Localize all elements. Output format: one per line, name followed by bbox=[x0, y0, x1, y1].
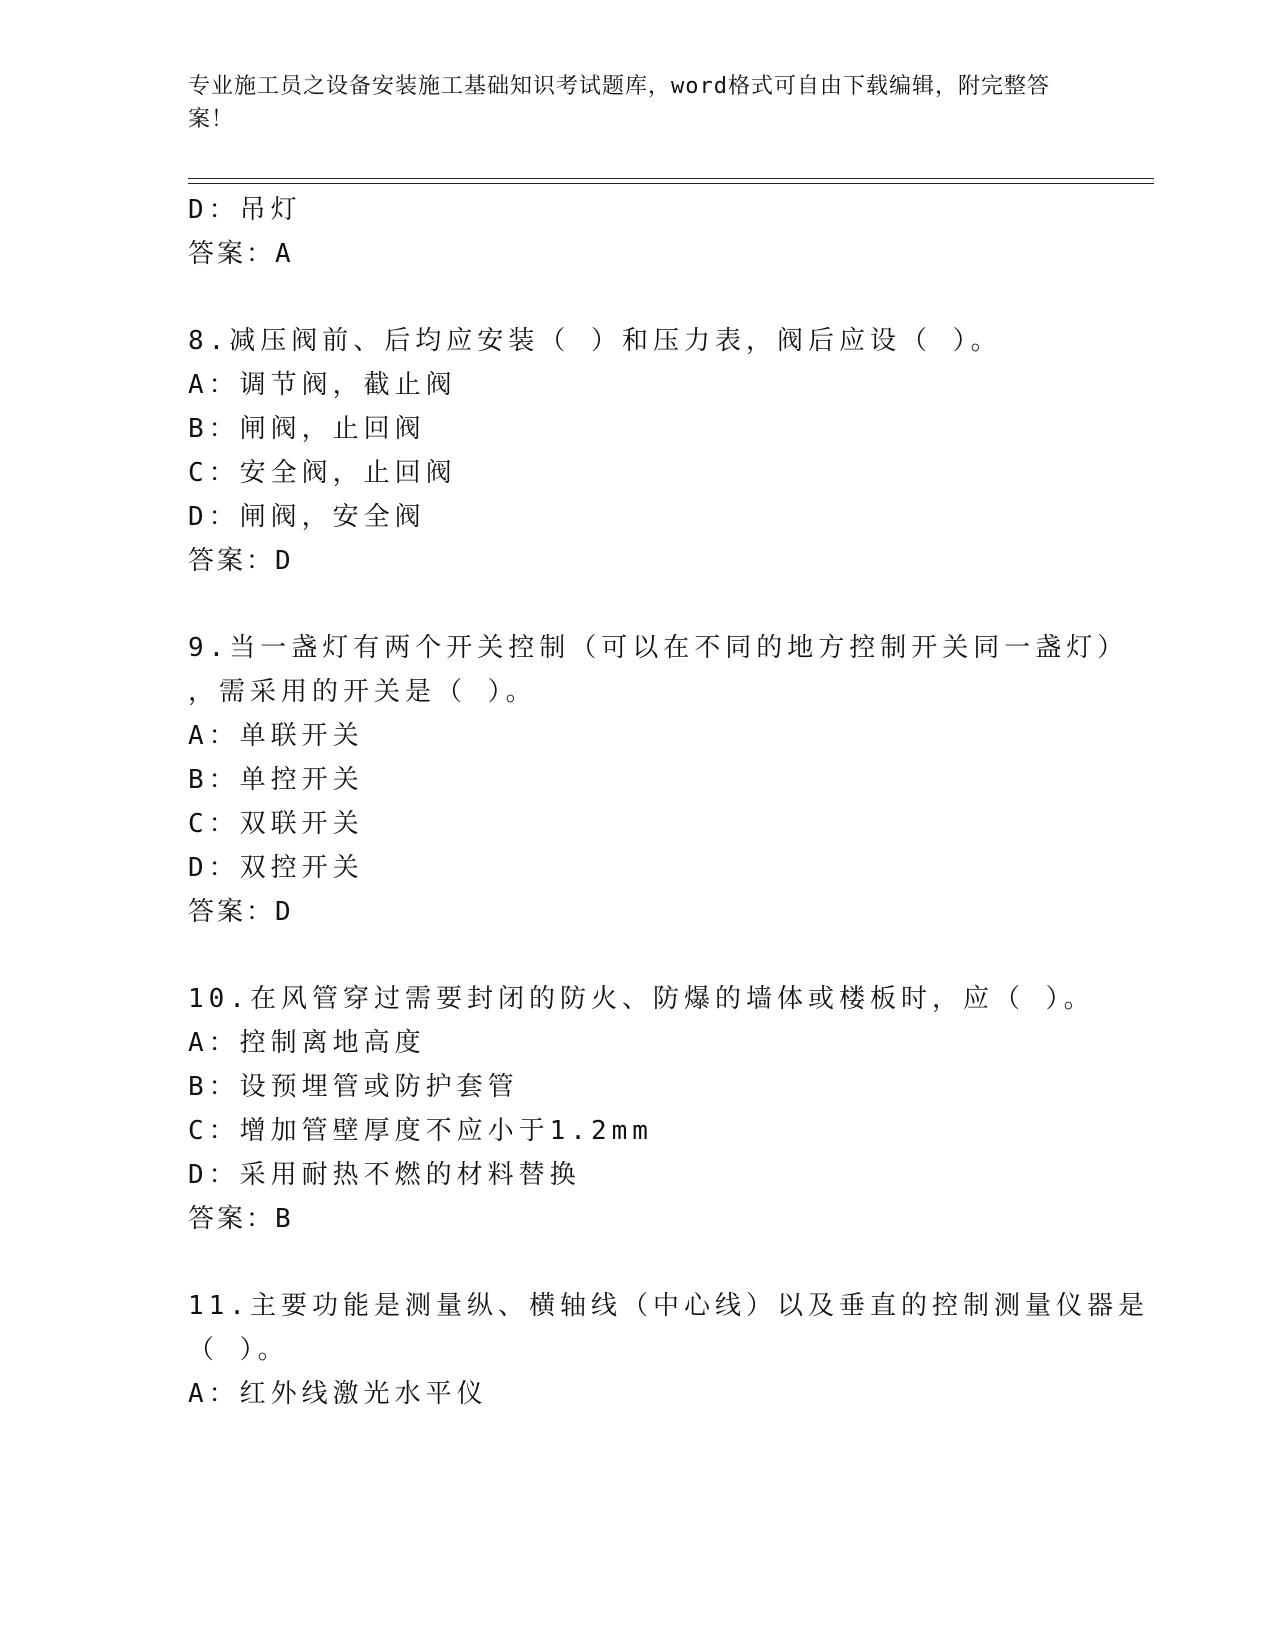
prev-question-answer: 答案：A bbox=[188, 239, 294, 269]
question-10-answer: 答案：B bbox=[188, 1204, 294, 1234]
question-8-answer: 答案：D bbox=[188, 546, 294, 576]
question-11-stem-line-2: （ ）。 bbox=[188, 1335, 289, 1365]
question-10-option-b: B：设预埋管或防护套管 bbox=[188, 1072, 519, 1102]
question-11-option-a: A：红外线激光水平仪 bbox=[188, 1379, 488, 1409]
question-8-option-b: B：闸阀，止回阀 bbox=[188, 414, 426, 444]
question-10-option-a: A：控制离地高度 bbox=[188, 1028, 426, 1058]
question-9-option-d: D：双控开关 bbox=[188, 853, 364, 883]
prev-question-option-d: D：吊灯 bbox=[188, 195, 302, 225]
question-8-option-a: A：调节阀，截止阀 bbox=[188, 370, 457, 400]
question-8-stem: 8.减压阀前、后均应安装（ ）和压力表，阀后应设（ ）。 bbox=[188, 326, 1002, 356]
header-divider-bottom bbox=[188, 183, 1154, 184]
question-8-option-d: D：闸阀，安全阀 bbox=[188, 502, 426, 532]
question-8-option-c: C：安全阀，止回阀 bbox=[188, 458, 457, 488]
question-10-stem: 10.在风管穿过需要封闭的防火、防爆的墙体或楼板时，应（ ）。 bbox=[188, 984, 1095, 1014]
question-9-stem-line-2: ，需采用的开关是（ ）。 bbox=[188, 677, 537, 707]
question-10-option-d: D：采用耐热不燃的材料替换 bbox=[188, 1160, 581, 1190]
question-9-option-a: A：单联开关 bbox=[188, 721, 364, 751]
question-10-option-c: C：增加管壁厚度不应小于1.2mm bbox=[188, 1116, 653, 1146]
question-9-stem-line-1: 9.当一盏灯有两个开关控制（可以在不同的地方控制开关同一盏灯） bbox=[188, 633, 1129, 663]
question-11-stem-line-1: 11.主要功能是测量纵、横轴线（中心线）以及垂直的控制测量仪器是 bbox=[188, 1291, 1149, 1321]
question-9-answer: 答案：D bbox=[188, 897, 294, 927]
question-9-option-c: C：双联开关 bbox=[188, 809, 364, 839]
header-divider-top bbox=[188, 178, 1154, 179]
document-header: 专业施工员之设备安装施工基础知识考试题库，word格式可自由下载编辑，附完整答案！ bbox=[188, 74, 1050, 132]
question-9-option-b: B：单控开关 bbox=[188, 765, 364, 795]
